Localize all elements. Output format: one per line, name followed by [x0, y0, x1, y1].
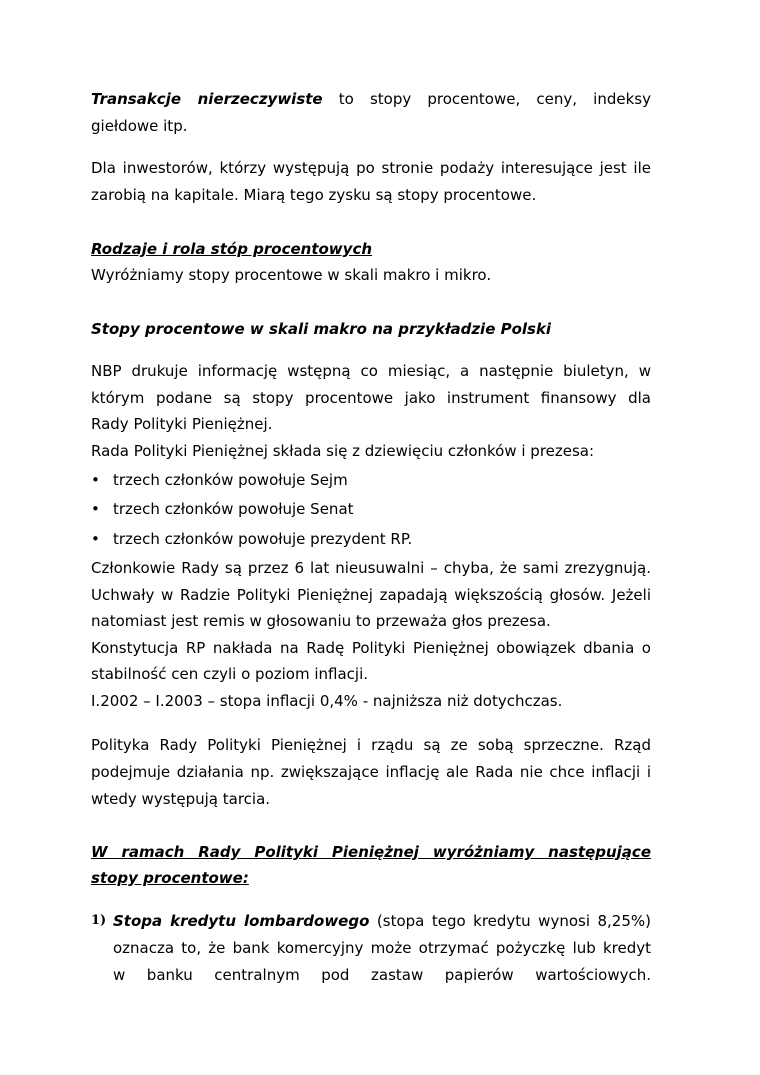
- item-lombard-line-1: [113, 911, 651, 931]
- paragraph-members-line-6: I.2002 – I.2003 – stopa inflacji 0,4% - najniższa niż dotychczas.: [91, 692, 563, 710]
- list-item: trzech członków powołuje prezydent RP.: [113, 530, 413, 548]
- paragraph-text: to stopy procentowe, ceny, indeksy: [322, 90, 651, 108]
- paragraph-members-line-2: Uchwały w Radzie Polityki Pieniężnej zapadają większością głosów. Jeżeli: [91, 586, 651, 604]
- heading-types-of-rates: Rodzaje i rola stóp procentowych: [91, 240, 373, 258]
- bullet-marker: •: [91, 530, 100, 548]
- paragraph-transactions-line-1: [91, 89, 651, 109]
- term-lombard: Stopa kredytu lombardowego: [113, 912, 370, 930]
- paragraph-nbp-line-1: NBP drukuje informację wstępną co miesiąc, a następnie biuletyn, w: [91, 362, 651, 380]
- bullet-marker: •: [91, 500, 100, 518]
- list-number: 1): [91, 913, 107, 928]
- heading-rates-list-line-2: stopy procentowe:: [91, 869, 249, 887]
- paragraph-nbp-line-4: Rada Polityki Pieniężnej składa się z dziewięciu członków i prezesa:: [91, 442, 595, 460]
- term-transactions: Transakcje nierzeczywiste: [91, 90, 323, 108]
- paragraph-transactions-line-2: giełdowe itp.: [91, 117, 188, 135]
- paragraph-members-line-4: Konstytucja RP nakłada na Radę Polityki Pieniężnej obowiązek dbania o: [91, 639, 651, 657]
- paragraph-investors-line-2: zarobią na kapitale. Miarą tego zysku są stopy procentowe.: [91, 186, 537, 204]
- item-lombard-line-3: w banku centralnym pod zastaw papierów wartościowych.: [113, 966, 651, 984]
- paragraph-members-line-5: stabilność cen czyli o poziom inflacji.: [91, 665, 369, 683]
- paragraph-macro-micro: Wyróżniamy stopy procentowe w skali makro i mikro.: [91, 266, 492, 284]
- paragraph-members-line-1: Członkowie Rady są przez 6 lat nieusuwalni – chyba, że sami zrezygnują.: [91, 559, 651, 577]
- paragraph-policy-line-3: wtedy występują tarcia.: [91, 790, 271, 808]
- heading-macro-poland: Stopy procentowe w skali makro na przykładzie Polski: [91, 320, 552, 338]
- heading-rates-list-line-1: W ramach Rady Polityki Pieniężnej wyróżniamy następujące: [91, 843, 651, 861]
- paragraph-nbp-line-3: Rady Polityki Pieniężnej.: [91, 415, 273, 433]
- paragraph-investors-line-1: Dla inwestorów, którzy występują po stronie podaży interesujące jest ile: [91, 159, 651, 177]
- paragraph-policy-line-2: podejmuje działania np. zwiększające inflację ale Rada nie chce inflacji i: [91, 763, 651, 781]
- list-item: trzech członków powołuje Senat: [113, 500, 354, 518]
- bullet-marker: •: [91, 471, 100, 489]
- paragraph-policy-line-1: Polityka Rady Polityki Pieniężnej i rządu są ze sobą sprzeczne. Rząd: [91, 736, 651, 754]
- paragraph-nbp-line-2: którym podane są stopy procentowe jako instrument finansowy dla: [91, 389, 651, 407]
- item-lombard-line-2: oznacza to, że bank komercyjny może otrzymać pożyczkę lub kredyt: [113, 939, 651, 957]
- list-item: trzech członków powołuje Sejm: [113, 471, 348, 489]
- item-text: (stopa tego kredytu wynosi 8,25%): [369, 912, 651, 930]
- paragraph-members-line-3: natomiast jest remis w głosowaniu to przeważa głos prezesa.: [91, 612, 551, 630]
